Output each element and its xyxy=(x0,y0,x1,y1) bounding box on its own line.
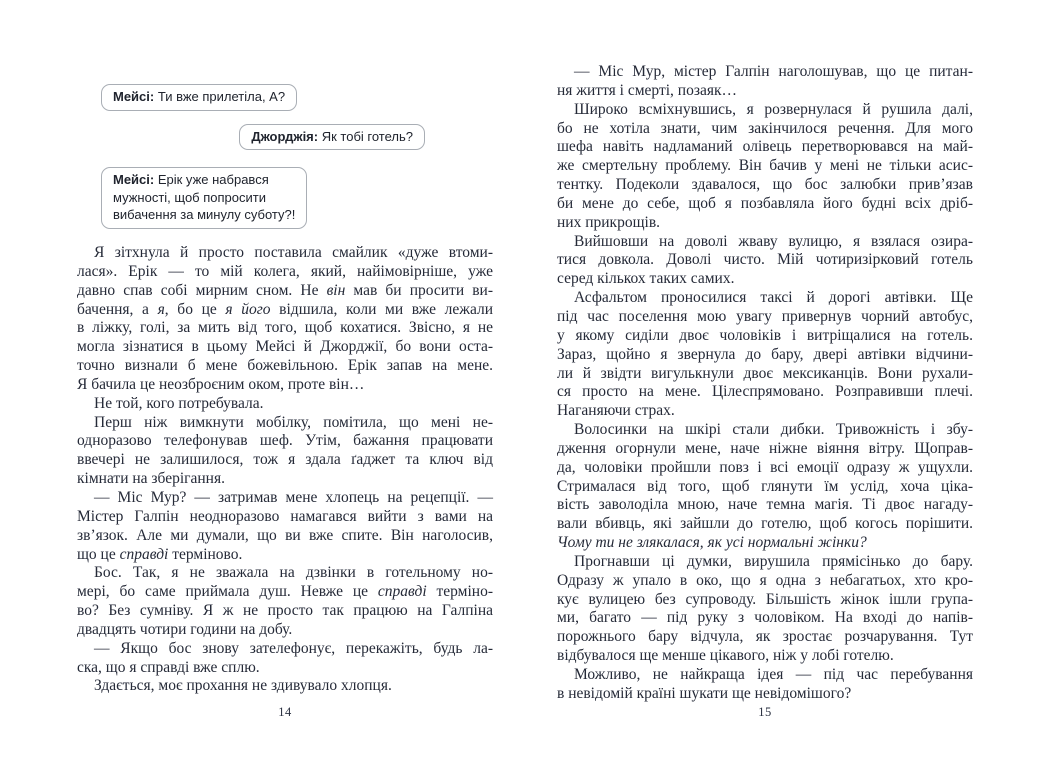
paragraph xyxy=(77,677,493,696)
text-line: Вийшовши на доволі жваву вулицю, я взялася озира- xyxy=(574,232,973,250)
text-line: Асфальтом проносилися таксі й дорогі автівки. Ще xyxy=(574,289,973,307)
text-line: бо не хотіла знати, чим закінчилося речення. Для мого xyxy=(557,119,973,137)
text-line: би мене до себе, щоб я позбавляла його будні всіх дріб- xyxy=(557,194,973,212)
text-line: порожнього бару відчула, як зростає розчарування. Тут xyxy=(557,628,973,646)
text-line: двадцять чотири години на добу. xyxy=(77,620,293,638)
paragraph xyxy=(557,63,973,101)
chat-thread xyxy=(77,84,493,229)
right-page-text xyxy=(557,63,973,704)
chat-sender-name: Джорджія: xyxy=(251,128,319,144)
text-line: Не той, кого потребувала. xyxy=(94,394,264,412)
paragraph xyxy=(77,564,493,639)
paragraph xyxy=(557,553,973,666)
text-line: них прикрощів. xyxy=(557,213,661,231)
text-line: у якому сиділи двоє чоловіків і витріщалися на готель. xyxy=(557,326,973,344)
text-line: давно спав собі мирним сном. Не він мав би просити ви- xyxy=(77,281,493,299)
text-line: — Міс Мур? — затримав мене хлопець на рецепції. — xyxy=(94,488,493,506)
paragraph xyxy=(557,666,973,704)
left-page-text xyxy=(77,244,493,696)
text-line: під час поселення мою увагу привернув чорний автобус, xyxy=(557,307,973,325)
text-line: зв’язок. Але ми думали, що ви вже спите. Він наголосив, xyxy=(77,526,493,544)
paragraph xyxy=(557,421,973,553)
text-line: ся просто на мене. Цілеспрямовано. Розправивши плечі. xyxy=(557,383,973,401)
text-line: точно визнали б мене божевільною. Ерік запав на мене. xyxy=(77,357,493,375)
text-line: Я бачила це неозброєним оком, проте він… xyxy=(77,375,365,393)
text-line: Перш ніж вимкнути мобілку, помітила, що мені не- xyxy=(94,413,493,431)
text-line: ня життя і смерті, позаяк… xyxy=(557,81,737,99)
text-line: бачення, а я, бо це я його відшила, коли ми вже лежали xyxy=(77,300,494,318)
text-line: — Якщо бос знову зателефонує, перекажіть, будь ла- xyxy=(94,639,493,657)
text-line: Прогнавши ці думки, вирушила прямісінько до бару. xyxy=(574,552,973,570)
text-line: Наганяючи страх. xyxy=(557,402,675,420)
text-line: дження огорнули мене, наче ніжне віяння вітру. Щоправ- xyxy=(557,439,973,457)
text-line: Волосинки на шкірі стали дибки. Тривожність і збу- xyxy=(574,421,973,439)
text-line: да, чоловіки пройшли повз і всі емоції одразу ж ущухли. xyxy=(557,458,973,476)
text-line: Зараз, щойно я звернула до бару, двері автівки відчини- xyxy=(557,345,973,363)
text-line: кімнати на зберігання. xyxy=(77,470,225,488)
text-line: тентку. Подеколи здавалося, що бос залюбки прив’язав xyxy=(557,176,973,194)
text-line: Чому ти не злякалася, як усі нормальні жінки? xyxy=(557,534,867,552)
text-line: в ліжку, голі, за мить від того, щоб кохатися. Звісно, я не xyxy=(77,319,493,337)
text-line: серед кількох таких самих. xyxy=(557,270,735,288)
left-page-number: 14 xyxy=(278,705,292,719)
paragraph xyxy=(77,640,493,678)
page-right xyxy=(557,0,973,760)
text-line: Стрималася від того, щоб глянути їм услід, хоча ціка- xyxy=(557,477,973,495)
chat-sender-name: Мейсі: xyxy=(113,89,155,104)
text-line: Одразу ж упало в око, що я одна з небагатьох, хто кро- xyxy=(557,571,973,589)
chat-sender-name: Мейсі: xyxy=(113,172,155,187)
text-line: Я зітхнула й просто поставила смайлик «дуже втоми- xyxy=(94,244,493,261)
text-line: вість заволоділа мною, наче темна магія. Ті двоє нагаду- xyxy=(557,496,973,514)
text-line: ска, що я справді вже сплю. xyxy=(77,658,260,676)
text-line: могла зізнатися в цьому Мейсі й Джорджії, бо вони оста- xyxy=(77,338,493,356)
text-line: ли й звідти вигулькнули двоє мексиканців. Вони рухали- xyxy=(557,364,973,382)
paragraph xyxy=(77,244,493,395)
text-line: Містер Галпін неодноразово намагався вийти з вами на xyxy=(77,507,493,525)
chat-bubble: Мейсі: Ерік уже набрався мужності, щоб попросити вибачення за минулу суботу?! xyxy=(101,167,307,229)
text-line: ми, багато — під руку з чоловіком. На вході до напів- xyxy=(557,609,973,627)
text-line: Широко всміхнувшись, я розвернулася й рушила далі, xyxy=(574,100,973,118)
right-page-number: 15 xyxy=(758,705,772,719)
page-left xyxy=(77,0,493,760)
text-line: одноразово телефонував шеф. Утім, бажання працювати xyxy=(77,432,493,450)
text-line: ввечері не залишилося, тож я здала ґаджет та ключ від xyxy=(77,451,493,469)
text-line: в невідомій країні шукати ще невідомішого? xyxy=(557,684,852,702)
text-line: тися довкола. Доволі чисто. Мій чотиризірковий готель xyxy=(557,251,973,269)
chat-bubble: Мейсі: Ти вже прилетіла, А? xyxy=(101,84,297,111)
text-line: лася». Ерік — то мій колега, який, найімовірніше, уже xyxy=(77,262,493,280)
text-line: во? Без сумніву. Я ж не просто так працюю на Галпіна xyxy=(77,602,493,620)
text-line: вали вбивць, які зайшли до готелю, щоб когось порішити. xyxy=(557,515,973,533)
text-line: шефа навіть надламаний олівець перетворювався на май- xyxy=(557,138,973,156)
text-line: мері, бо саме приймала душ. Невже це справді терміно- xyxy=(77,583,494,601)
paragraph xyxy=(557,289,973,421)
text-line: Здається, моє прохання не здивувало хлопця. xyxy=(94,677,392,695)
text-line: Бос. Так, я не зважала на дзвінки в готельному но- xyxy=(94,564,493,582)
text-line: відбувалося ще менше цікавого, ніж у лобі готелю. xyxy=(557,647,894,665)
text-line: — Міс Мур, містер Галпін наголошував, що це питан- xyxy=(574,63,973,80)
paragraph xyxy=(77,395,493,414)
text-line: що це справді терміново. xyxy=(77,545,243,563)
text-line: же смертельну проблему. Він бачив у мені не тільки асис- xyxy=(557,157,973,175)
text-line: кує вулицею без супроводу. Більшість жінок ішли група- xyxy=(557,590,973,608)
text-line: Можливо, не найкраща ідея — під час перебування xyxy=(574,666,973,683)
paragraph xyxy=(557,233,973,290)
chat-bubble: Джорджія: Як тобі готель? xyxy=(239,124,425,151)
paragraph xyxy=(557,101,973,233)
paragraph xyxy=(77,414,493,489)
paragraph xyxy=(77,489,493,564)
